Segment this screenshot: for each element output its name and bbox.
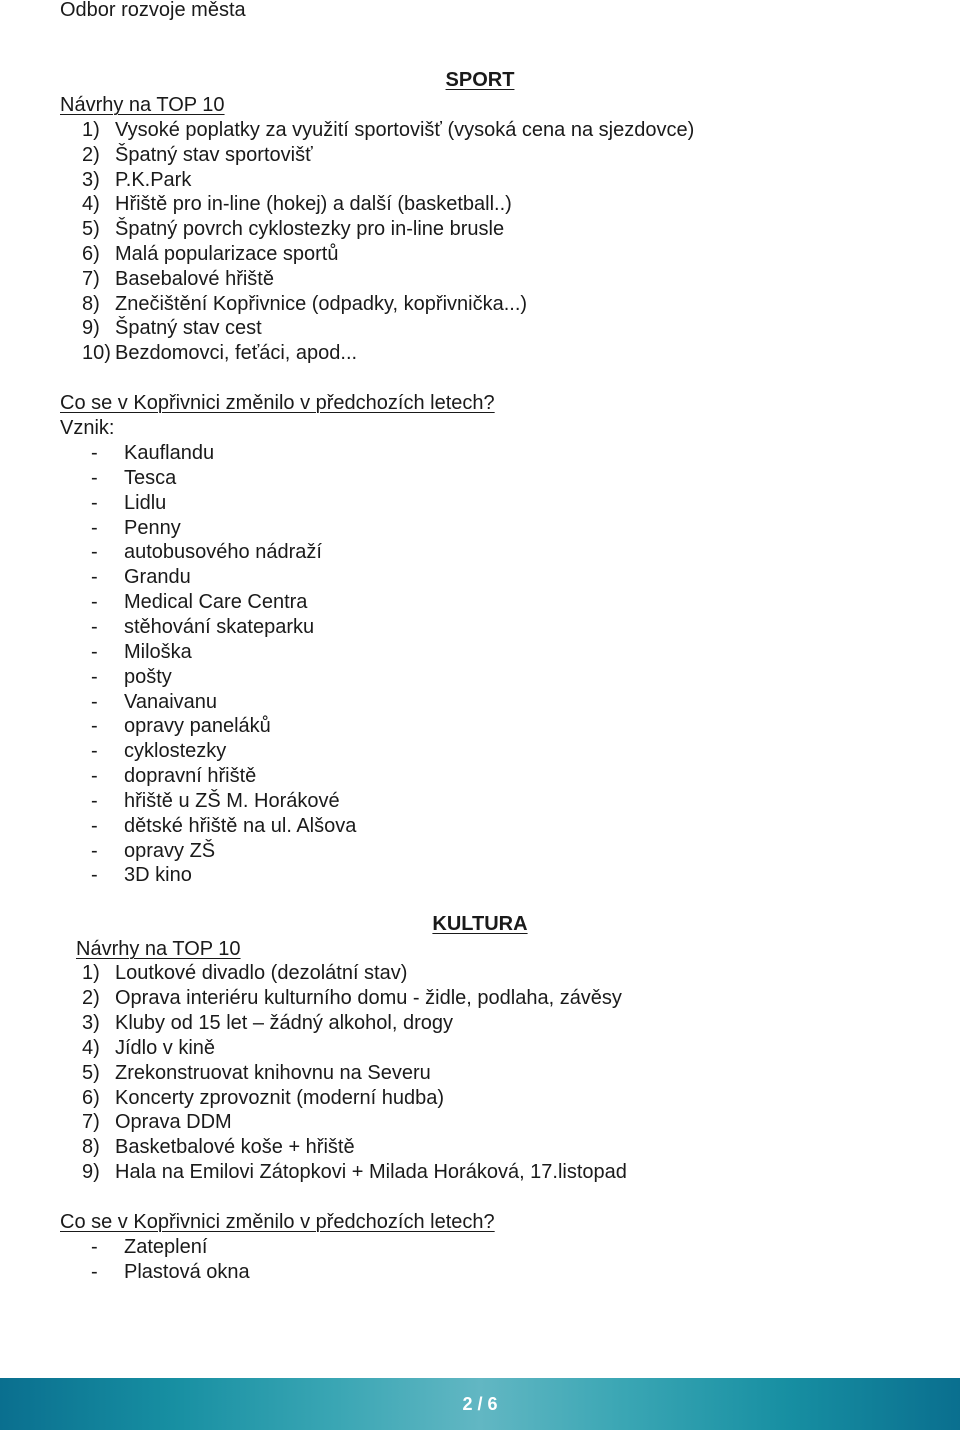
list-item-number: 2) xyxy=(82,143,100,166)
page-indicator: 2 / 6 xyxy=(462,1394,498,1414)
list-item-number: 5) xyxy=(82,1061,100,1084)
list-item: Basebalové hřiště xyxy=(115,267,274,290)
bullet-dash: - xyxy=(91,765,98,788)
bullet-dash: - xyxy=(91,442,98,464)
bullet-dash: - xyxy=(91,690,98,713)
list-item: Vanaivanu xyxy=(124,690,218,713)
list-item: opravy paneláků xyxy=(124,715,271,738)
list-item: Grandu xyxy=(124,566,191,589)
bullet-dash: - xyxy=(91,466,98,489)
bullet-dash: - xyxy=(91,715,98,738)
list-item-number: 7) xyxy=(82,267,100,290)
list-item: Zateplení xyxy=(124,1236,208,1258)
list-item-number: 2) xyxy=(82,986,100,1009)
bullet-dash: - xyxy=(91,1236,98,1258)
list-item: Hřiště pro in-line (hokej) a další (basketball..) xyxy=(115,193,512,216)
list-item: Vysoké poplatky za využití sportovišť (vysoká cena na sjezdovce) xyxy=(115,119,695,141)
list-item: Basketbalové koše + hřiště xyxy=(115,1136,355,1159)
bullet-dash: - xyxy=(91,591,98,614)
list-item: Špatný stav cest xyxy=(115,317,262,340)
list-item-number: 1) xyxy=(82,962,100,984)
list-item: Hala na Emilovi Zátopkovi + Milada Horáková, 17.listopad xyxy=(115,1161,627,1184)
sport-top10-title: Návrhy na TOP 10 xyxy=(60,94,225,116)
list-item: hřiště u ZŠ M. Horákové xyxy=(124,789,340,812)
bullet-dash: - xyxy=(91,566,98,589)
bullet-dash: - xyxy=(91,789,98,812)
bullet-dash: - xyxy=(91,516,98,539)
department-header: Odbor rozvoje města xyxy=(60,0,246,21)
list-item-number: 8) xyxy=(82,1136,100,1159)
list-item-number: 1) xyxy=(82,119,100,141)
bullet-dash: - xyxy=(91,1261,98,1283)
list-item-number: 9) xyxy=(82,1161,100,1184)
list-item: Kluby od 15 let – žádný alkohol, drogy xyxy=(115,1011,453,1034)
bullet-dash: - xyxy=(91,640,98,663)
list-item: Bezdomovci, feťáci, apod... xyxy=(115,342,358,365)
bullet-dash: - xyxy=(91,814,98,837)
list-item: Oprava interiéru kulturního domu - židle, podlaha, závěsy xyxy=(115,986,622,1009)
list-item-number: 6) xyxy=(82,1086,100,1109)
bullet-dash: - xyxy=(91,839,98,862)
list-item: Zrekonstruovat knihovnu na Severu xyxy=(115,1061,431,1084)
section-heading-sport: SPORT xyxy=(445,69,515,91)
bullet-dash: - xyxy=(91,740,98,763)
list-item: Penny xyxy=(124,516,181,539)
list-item: Špatný stav sportovišť xyxy=(115,143,313,166)
list-item-number: 3) xyxy=(82,168,100,191)
bullet-dash: - xyxy=(91,864,98,887)
bullet-dash: - xyxy=(91,491,98,514)
list-item-number: 7) xyxy=(82,1111,100,1134)
list-item-number: 4) xyxy=(82,193,100,216)
list-item: Oprava DDM xyxy=(115,1111,232,1134)
list-item: Malá popularizace sportů xyxy=(115,243,339,265)
list-item: Loutkové divadlo (dezolátní stav) xyxy=(115,962,408,984)
list-item: Kauflandu xyxy=(124,442,215,464)
list-item: P.K.Park xyxy=(115,168,192,191)
bullet-dash: - xyxy=(91,541,98,564)
list-item-number: 9) xyxy=(82,317,100,340)
sport-changes-title: Co se v Kopřivnici změnilo v předchozích letech? xyxy=(60,392,495,414)
list-item: cyklostezky xyxy=(124,740,227,763)
list-item: dětské hřiště na ul. Alšova xyxy=(124,814,357,837)
list-item-number: 3) xyxy=(82,1011,100,1034)
list-item: opravy ZŠ xyxy=(124,839,216,862)
bullet-dash: - xyxy=(91,665,98,688)
bullet-dash: - xyxy=(91,615,98,638)
list-item-number: 10) xyxy=(82,342,111,365)
list-item-number: 5) xyxy=(82,218,100,241)
list-item: Tesca xyxy=(124,466,177,489)
sport-vznik-label: Vznik: xyxy=(60,417,115,439)
list-item: Koncerty zprovoznit (moderní hudba) xyxy=(115,1086,445,1109)
list-item: pošty xyxy=(124,665,172,688)
list-item: autobusového nádraží xyxy=(124,541,322,564)
list-item: Jídlo v kině xyxy=(115,1036,216,1059)
list-item-number: 8) xyxy=(82,292,100,315)
list-item-number: 4) xyxy=(82,1036,100,1059)
list-item: stěhování skateparku xyxy=(124,615,315,638)
list-item: dopravní hřiště xyxy=(124,765,257,788)
list-item: Lidlu xyxy=(124,491,167,514)
kultura-changes-title: Co se v Kopřivnici změnilo v předchozích letech? xyxy=(60,1211,495,1233)
section-heading-kultura: KULTURA xyxy=(432,913,528,935)
list-item: 3D kino xyxy=(124,864,192,887)
kultura-top10-title: Návrhy na TOP 10 xyxy=(76,938,241,960)
list-item: Znečištění Kopřivnice (odpadky, kopřivnička...) xyxy=(115,292,528,315)
list-item: Miloška xyxy=(124,640,192,663)
list-item: Špatný povrch cyklostezky pro in-line brusle xyxy=(115,218,505,241)
list-item: Medical Care Centra xyxy=(124,591,308,614)
list-item: Plastová okna xyxy=(124,1261,250,1283)
list-item-number: 6) xyxy=(82,243,100,265)
